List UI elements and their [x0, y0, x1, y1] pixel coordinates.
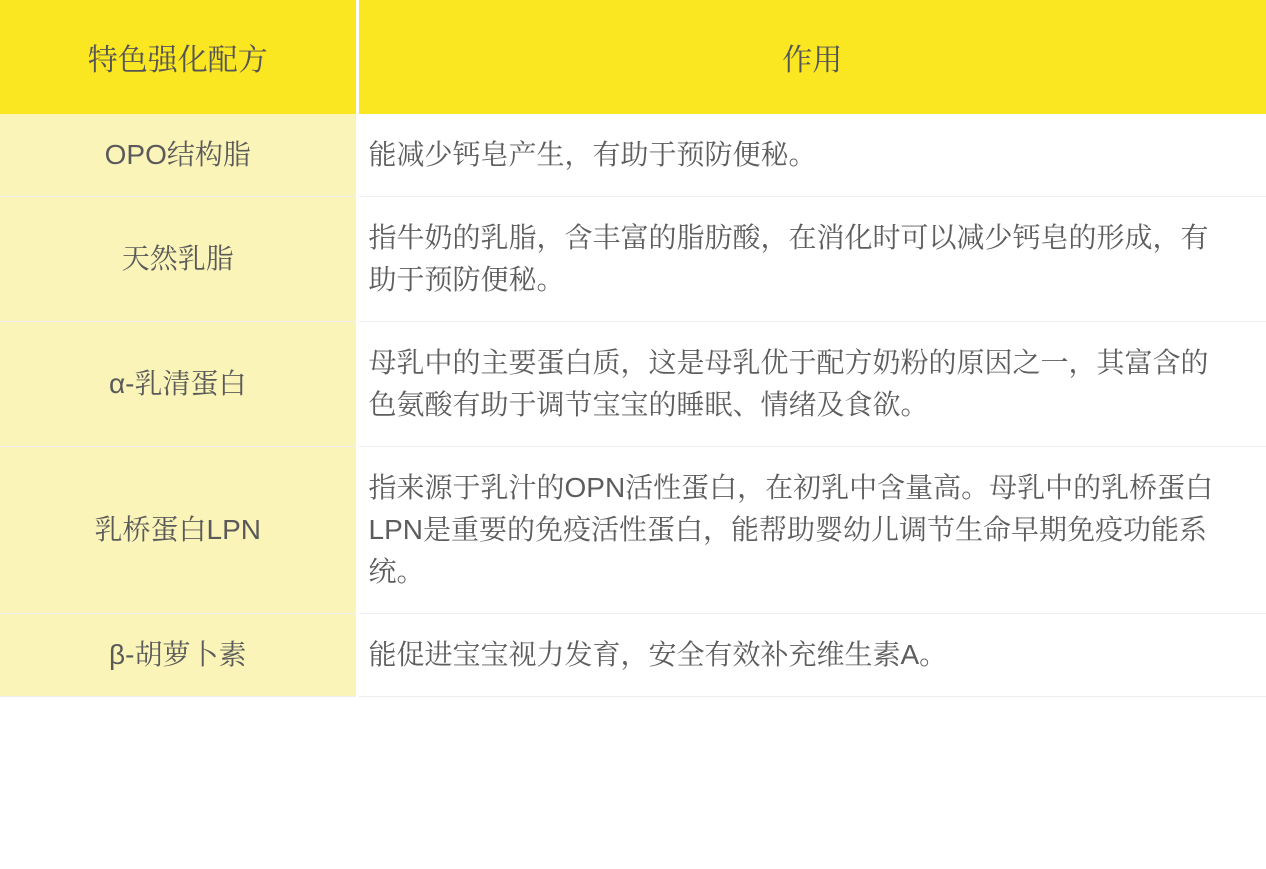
table-header — [0, 0, 1266, 114]
cell-formula-name: OPO结构脂 — [0, 114, 357, 197]
table-header-row — [0, 0, 1266, 114]
cell-formula-effect: 指来源于乳汁的OPN活性蛋白，在初乳中含量高。母乳中的乳桥蛋白LPN是重要的免疫活性蛋白，能帮助婴幼儿调节生命早期免疫功能系统。 — [357, 447, 1266, 614]
cell-formula-name: α-乳清蛋白 — [0, 322, 357, 447]
cell-formula-effect: 能促进宝宝视力发育，安全有效补充维生素A。 — [357, 614, 1266, 697]
bottom-spacer — [0, 697, 1266, 715]
table-row — [0, 614, 1266, 697]
column-header-formula: 特色强化配方 — [0, 0, 357, 114]
cell-formula-name: 乳桥蛋白LPN — [0, 447, 357, 614]
cell-formula-name: β-胡萝卜素 — [0, 614, 357, 697]
table-row — [0, 114, 1266, 197]
cell-formula-effect: 母乳中的主要蛋白质，这是母乳优于配方奶粉的原因之一，其富含的色氨酸有助于调节宝宝的睡眠、情绪及食欲。 — [357, 322, 1266, 447]
table-row — [0, 322, 1266, 447]
cell-formula-effect: 能减少钙皂产生，有助于预防便秘。 — [357, 114, 1266, 197]
table-row — [0, 197, 1266, 322]
cell-formula-effect: 指牛奶的乳脂，含丰富的脂肪酸，在消化时可以减少钙皂的形成，有助于预防便秘。 — [357, 197, 1266, 322]
table-body — [0, 114, 1266, 697]
table-row — [0, 447, 1266, 614]
cell-formula-name: 天然乳脂 — [0, 197, 357, 322]
column-header-effect: 作用 — [357, 0, 1266, 114]
